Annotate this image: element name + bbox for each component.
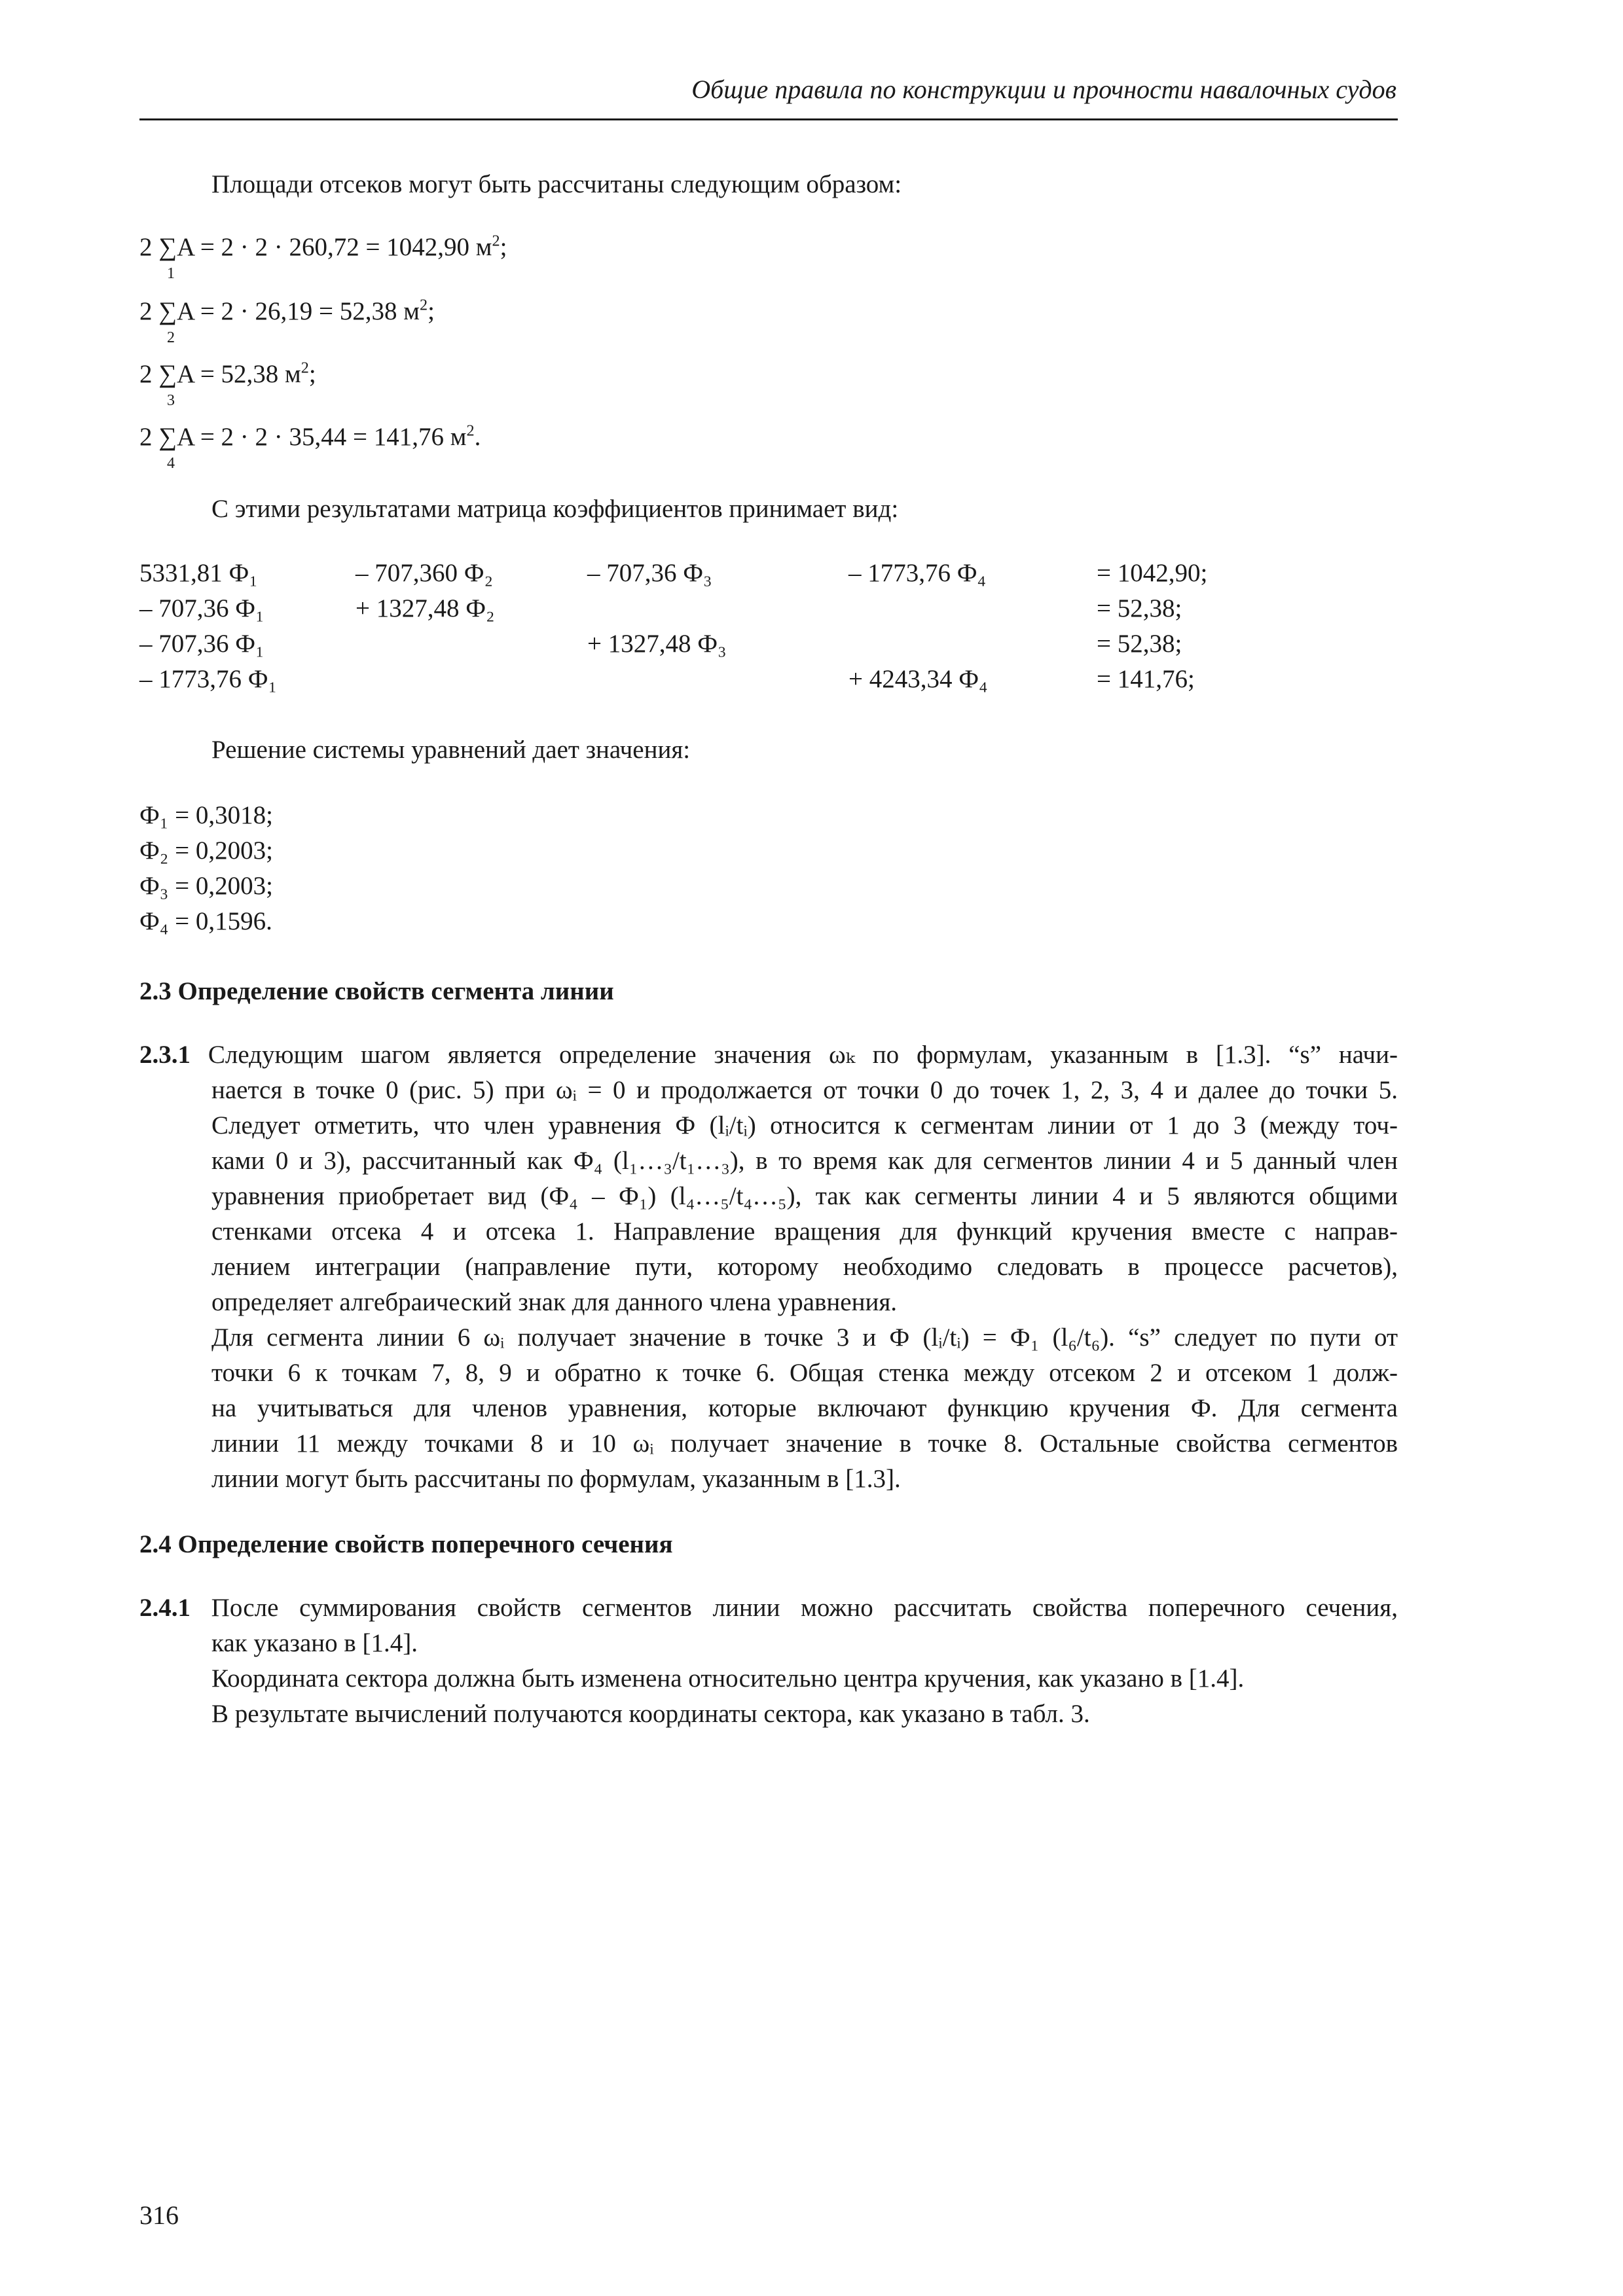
clause-2-3-1-line-2: нается в точке 0 (рис. 5) при ωᵢ = 0 и продолжается от точки 0 до точек 1, 2, 3, 4 и далее до точки 5. xyxy=(211,1076,1398,1104)
area-formula-2: 2 ∑A = 2 · 26,19 = 52,38 $м^2$; xyxy=(139,296,435,325)
matrix-r4-c4: + 4243,34 Ф₄ xyxy=(848,665,988,693)
area-formula-4: 2 ∑A = 2 · 2 · 35,44 = 141,76 $м^2$. xyxy=(139,422,481,451)
clause-2-3-1-line-8: определяет алгебраический знак для данного члена уравнения. xyxy=(211,1288,898,1316)
matrix-r1-c4: – 1773,76 Ф₄ xyxy=(848,559,987,587)
matrix-r4-c1: – 1773,76 Ф₁ xyxy=(139,665,278,693)
sum-index-2: 2 xyxy=(167,329,175,346)
clause-2-3-1-line-5: уравнения приобретает вид (Ф₄ – Ф₁) (l₄…₅/t₄…₅), так как сегменты линии 4 и 5 являются общими xyxy=(211,1182,1398,1210)
matrix-intro: С этими результатами матрица коэффициентов принимает вид: xyxy=(211,495,899,523)
section-2-3-heading: 2.3 Определение свойств сегмента линии xyxy=(139,977,614,1005)
solution-1: Ф₁ = 0,3018; xyxy=(139,801,273,829)
clause-2-3-1-line-11: на учитываться для членов уравнения, которые включают функцию кручения Ф. Для сегмента xyxy=(211,1394,1398,1422)
clause-2-4-1-line-4: В результате вычислений получаются координаты сектора, как указано в табл. 3. xyxy=(211,1700,1090,1728)
clause-2-3-1-line-13: линии могут быть рассчитаны по формулам, указанным в [1.3]. xyxy=(211,1465,901,1493)
clause-2-4-1-line-1: 2.4.1 После суммирования свойств сегментов линии можно рассчитать свойства поперечного сечения, xyxy=(139,1594,1398,1622)
clause-2-3-1-line-10: точки 6 к точкам 7, 8, 9 и обратно к точке 6. Общая стенка между отсеком 2 и отсеком 1 долж- xyxy=(211,1359,1398,1387)
solution-intro: Решение системы уравнений дает значения: xyxy=(211,736,691,764)
matrix-r1-c5: = 1042,90; xyxy=(1097,559,1208,587)
solution-4: Ф₄ = 0,1596. xyxy=(139,907,272,935)
areas-intro: Площади отсеков могут быть рассчитаны следующим образом: xyxy=(211,170,902,198)
matrix-r1-c2: – 707,360 Ф₂ xyxy=(356,559,494,587)
clause-2-4-1-line-2: как указано в [1.4]. xyxy=(211,1629,418,1657)
clause-2-4-1 xyxy=(139,1590,1398,1732)
clause-2-3-1-line-4: ками 0 и 3), рассчитанный как Ф₄ (l₁…₃/t₁…₃), в то время как для сегментов линии 4 и 5 данный член xyxy=(211,1147,1398,1175)
matrix-r2-c5: = 52,38; xyxy=(1097,594,1182,622)
running-header: Общие правила по конструкции и прочности навалочных судов xyxy=(691,75,1396,104)
sum-index-4: 4 xyxy=(167,455,175,472)
area-formula-3: 2 ∑A = 52,38 $м^2$; xyxy=(139,359,316,388)
area-formula-1: 2 ∑A = 2 · 2 · 260,72 = 1042,90 $м^2$; xyxy=(139,232,507,261)
clause-2-3-1-line-1: 2.3.1 Следующим шагом является определение значения ωₖ по формулам, указанным в [1.3]. “s” начи- xyxy=(139,1041,1398,1069)
matrix-r3-c1: – 707,36 Ф₁ xyxy=(139,630,264,658)
matrix-r3-c3: + 1327,48 Ф₃ xyxy=(587,630,727,658)
clause-2-3-1-line-3: Следует отметить, что член уравнения Ф (lᵢ/tᵢ) относится к сегментам линии от 1 до 3 (между точ- xyxy=(211,1111,1398,1139)
sum-index-3: 3 xyxy=(167,392,175,409)
matrix-r2-c1: – 707,36 Ф₁ xyxy=(139,594,264,622)
clause-2-3-1-line-7: лением интеграции (направление пути, которому необходимо следовать в процессе расчетов), xyxy=(211,1253,1398,1281)
sum-index-1: 1 xyxy=(167,265,175,282)
matrix-r1-c3: – 707,36 Ф₃ xyxy=(587,559,712,587)
header-rule xyxy=(139,118,1398,120)
matrix-r4-c5: = 141,76; xyxy=(1097,665,1195,693)
clause-number: 2.4.1 xyxy=(139,1594,191,1622)
matrix-r3-c5: = 52,38; xyxy=(1097,630,1182,658)
clause-2-3-1 xyxy=(139,1037,1398,1497)
matrix-r1-c1: 5331,81 Ф₁ xyxy=(139,559,258,587)
page-number: 316 xyxy=(139,2200,179,2230)
solution-2: Ф₂ = 0,2003; xyxy=(139,836,273,865)
section-2-4-heading: 2.4 Определение свойств поперечного сечения xyxy=(139,1530,673,1558)
clause-2-3-1-line-12: линии 11 между точками 8 и 10 ωᵢ получает значение в точке 8. Остальные свойства сегментов xyxy=(211,1429,1398,1458)
clause-number: 2.3.1 xyxy=(139,1041,191,1069)
matrix-r2-c2: + 1327,48 Ф₂ xyxy=(356,594,495,622)
clause-2-3-1-line-9: Для сегмента линии 6 ωᵢ получает значение в точке 3 и Ф (lᵢ/tᵢ) = Ф₁ (l₆/t₆). “s” следует по пути от xyxy=(211,1323,1398,1352)
clause-2-4-1-line-3: Координата сектора должна быть изменена относительно центра кручения, как указано в [1.4]. xyxy=(211,1664,1245,1693)
solution-3: Ф₃ = 0,2003; xyxy=(139,872,273,900)
clause-2-3-1-line-6: стенками отсека 4 и отсека 1. Направление вращения для функций кручения вместе с направ- xyxy=(211,1217,1398,1246)
